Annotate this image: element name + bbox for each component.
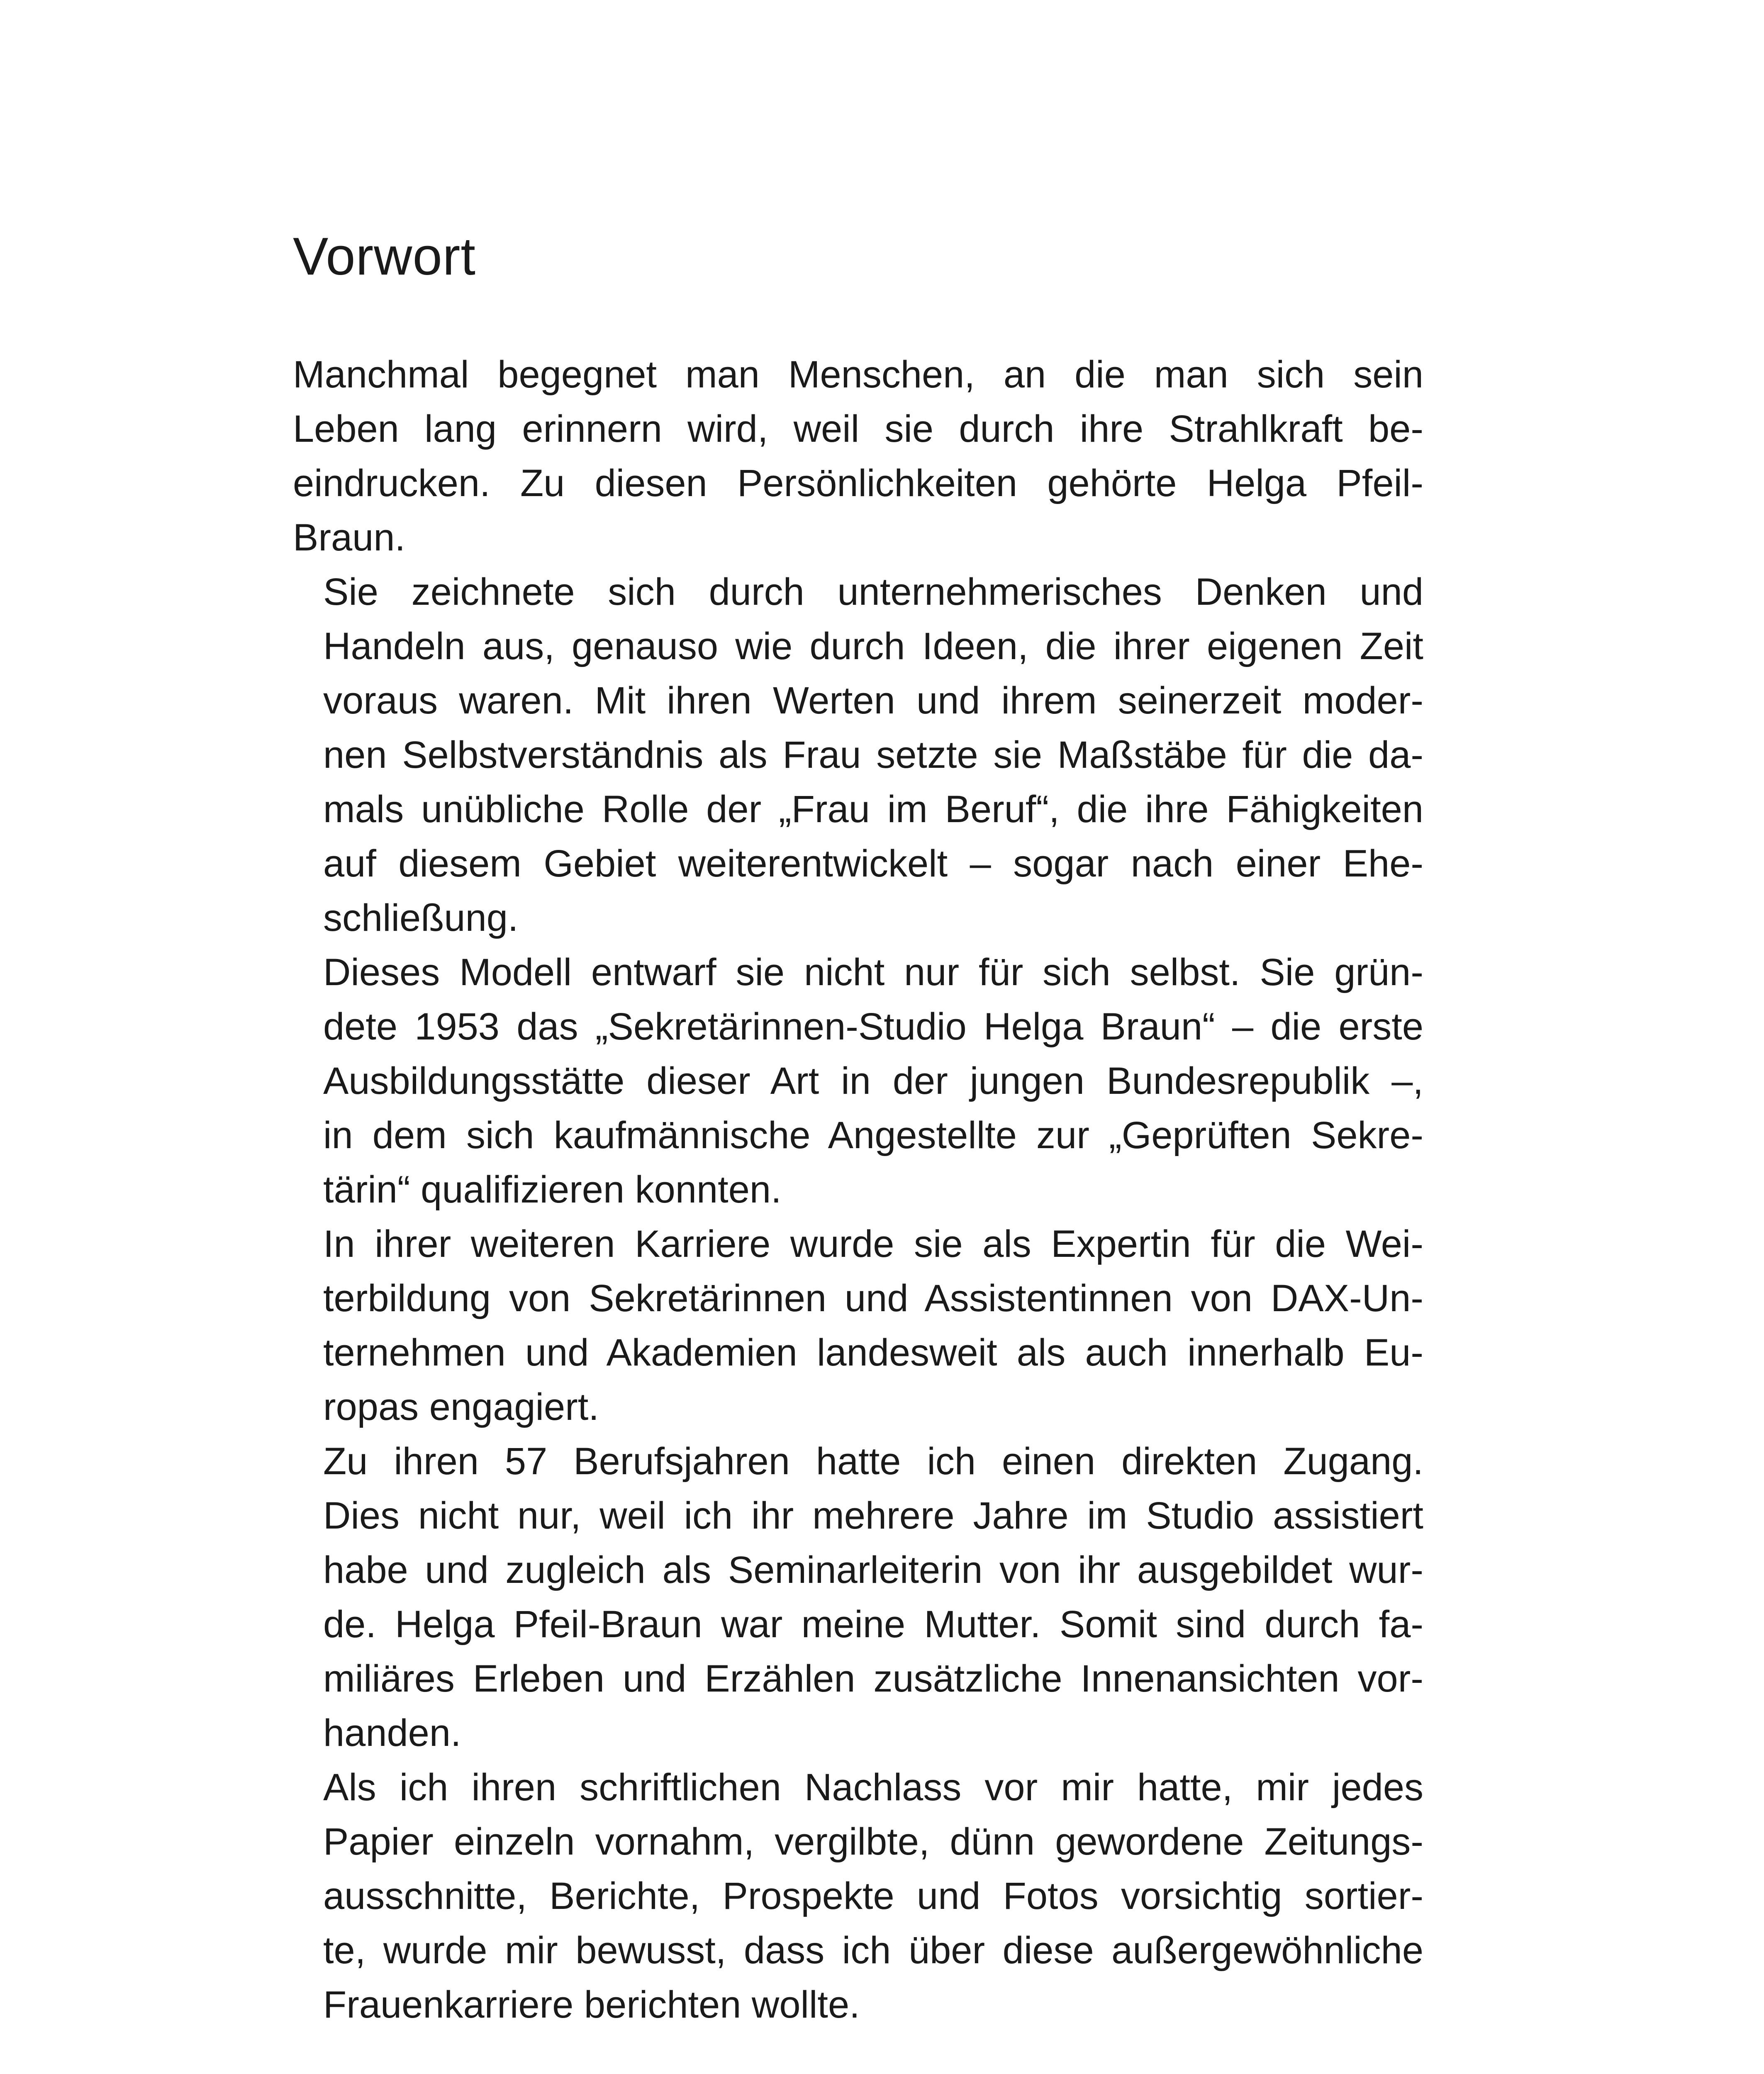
paragraph: [293, 1760, 1423, 2032]
text-line: Papier einzeln vornahm, vergilbte, dünn gewordene Zeitungs-: [323, 1821, 1423, 1863]
text-line: miliäres Erleben und Erzählen zusätzliche Innenansichten vor-: [323, 1658, 1423, 1700]
text-line: mals unübliche Rolle der „Frau im Beruf“, die ihre Fähigkeiten: [323, 788, 1423, 830]
text-line: ausschnitte, Berichte, Prospekte und Fotos vorsichtig sortier-: [323, 1875, 1423, 1917]
text-line: habe und zugleich als Seminarleiterin von ihr ausgebildet wur-: [323, 1549, 1423, 1591]
text-line: Dieses Modell entwarf sie nicht nur für sich selbst. Sie grün-: [323, 951, 1423, 993]
text-line: nen Selbstverständnis als Frau setzte sie Maßstäbe für die da-: [323, 734, 1423, 776]
text-line: Dies nicht nur, weil ich ihr mehrere Jahre im Studio assistiert: [323, 1495, 1423, 1537]
text-line: schließung.: [323, 897, 519, 939]
text-line: dete 1953 das „Sekretärinnen-Studio Helga Braun“ – die erste: [323, 1005, 1423, 1048]
chapter-heading: Vorwort: [293, 227, 476, 286]
text-line: Braun.: [293, 516, 406, 559]
text-line: te, wurde mir bewusst, dass ich über diese außergewöhnliche: [323, 1929, 1423, 1972]
text-line: In ihrer weiteren Karriere wurde sie als Expertin für die Wei-: [323, 1223, 1423, 1265]
text-line: Als ich ihren schriftlichen Nachlass vor mir hatte, mir jedes: [323, 1766, 1423, 1809]
paragraph: [293, 945, 1423, 1217]
paragraph: [293, 565, 1423, 945]
text-line: Handeln aus, genauso wie durch Ideen, die ihrer eigenen Zeit: [323, 625, 1423, 667]
paragraph: [293, 1434, 1423, 1760]
text-line: Leben lang erinnern wird, weil sie durch ihre Strahlkraft be-: [293, 408, 1423, 450]
text-line: de. Helga Pfeil-Braun war meine Mutter. Somit sind durch fa-: [323, 1603, 1423, 1646]
text-line: handen.: [323, 1712, 461, 1754]
text-line: Frauenkarriere berichten wollte.: [323, 1984, 860, 2026]
text-line: Zu ihren 57 Berufsjahren hatte ich einen direkten Zugang.: [323, 1440, 1423, 1482]
text-line: Sie zeichnete sich durch unternehmerisches Denken und: [323, 571, 1423, 613]
text-line: Ausbildungsstätte dieser Art in der jungen Bundesrepublik –,: [323, 1060, 1423, 1102]
body-text: [293, 348, 1423, 2032]
text-line: eindrucken. Zu diesen Persönlichkeiten gehörte Helga Pfeil-: [293, 462, 1423, 504]
paragraph: [293, 1217, 1423, 1434]
text-line: tärin“ qualifizieren konnten.: [323, 1168, 782, 1211]
text-line: voraus waren. Mit ihren Werten und ihrem seinerzeit moder-: [323, 679, 1423, 722]
text-line: ternehmen und Akademien landesweit als auch innerhalb Eu-: [323, 1332, 1423, 1374]
text-line: terbildung von Sekretärinnen und Assistentinnen von DAX-Un-: [323, 1277, 1423, 1319]
text-line: in dem sich kaufmännische Angestellte zur „Geprüften Sekre-: [323, 1114, 1423, 1156]
text-line: auf diesem Gebiet weiterentwickelt – sogar nach einer Ehe-: [323, 842, 1423, 885]
text-line: ropas engagiert.: [323, 1386, 599, 1428]
paragraph: [293, 348, 1423, 565]
text-line: Manchmal begegnet man Menschen, an die man sich sein: [293, 353, 1423, 396]
